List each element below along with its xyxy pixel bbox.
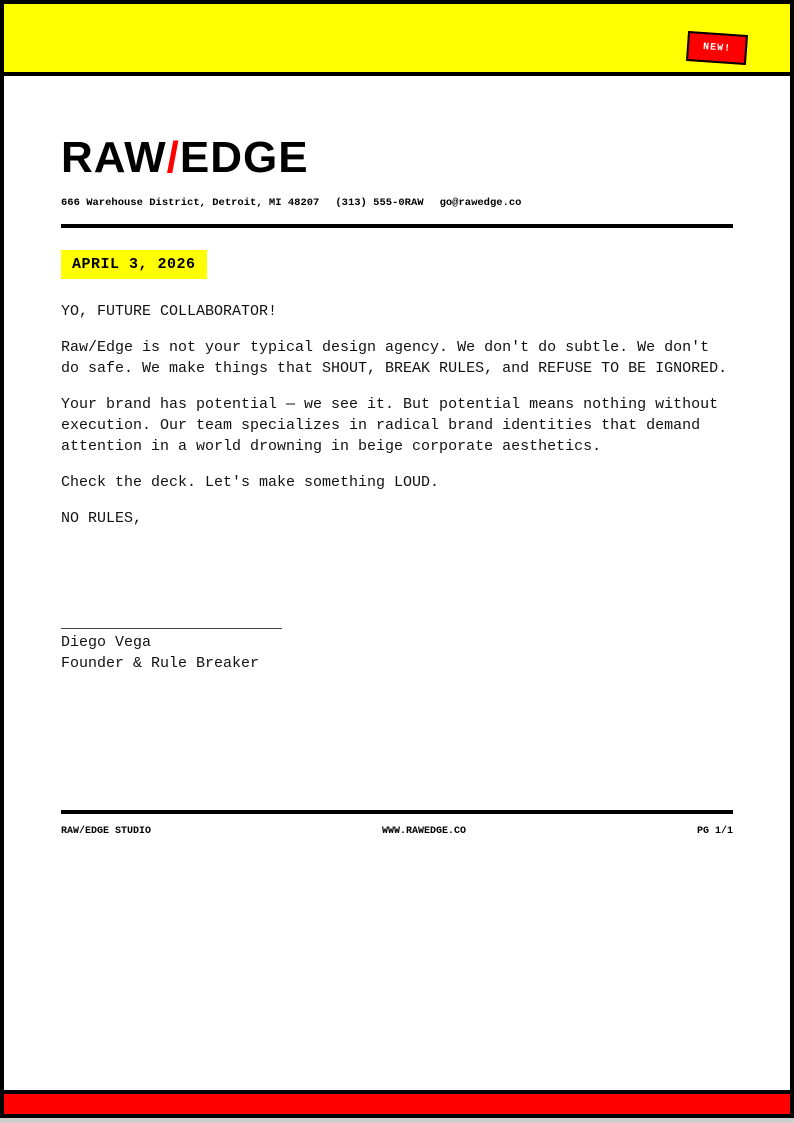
letter-paragraph-3: Check the deck. Let's make something LOUD. — [61, 474, 440, 491]
signature-line — [61, 628, 282, 629]
footer-page-number: PG 1/1 — [696, 826, 733, 837]
letter-body — [61, 301, 733, 544]
header-divider — [61, 224, 733, 228]
logo-text-edge: EDGE — [179, 133, 309, 182]
logo-slash: / — [166, 133, 180, 182]
letter-date: APRIL 3, 2026 — [61, 250, 207, 279]
signature-title: Founder & Rule Breaker — [61, 655, 260, 672]
letter-paragraph-1: Raw/Edge is not your typical design agency. We don't do subtle. We don't do safe. We make things that SHOUT, BREAK RULES, and REFUSE TO BE IGNORED. — [61, 339, 728, 377]
signature-name: Diego Vega — [61, 634, 152, 651]
letter-greeting: YO, FUTURE COLLABORATOR! — [61, 303, 278, 320]
footer-website: WWW.RAWEDGE.CO — [381, 826, 466, 837]
letter-paragraph-2: Your brand has potential — we see it. But potential means nothing without execution. Our team specializes in radical brand identities that demand attention in a world drowning in beige corporate aesthetics. — [61, 396, 719, 455]
contact-line — [61, 196, 521, 210]
logo-text-raw: RAW — [61, 133, 167, 182]
new-badge: NEW! — [686, 31, 748, 65]
contact-email: go@rawedge.co — [439, 197, 522, 209]
brand-logo — [61, 133, 309, 182]
footer-studio: RAW/EDGE STUDIO — [61, 826, 152, 837]
letter-closing: NO RULES, — [61, 510, 143, 527]
top-color-band — [4, 4, 790, 76]
page-footer — [61, 825, 733, 839]
contact-phone: (313) 555-0RAW — [335, 197, 424, 209]
bottom-color-band — [4, 1090, 790, 1118]
footer-divider — [61, 810, 733, 814]
contact-address: 666 Warehouse District, Detroit, MI 48207 — [61, 197, 320, 209]
